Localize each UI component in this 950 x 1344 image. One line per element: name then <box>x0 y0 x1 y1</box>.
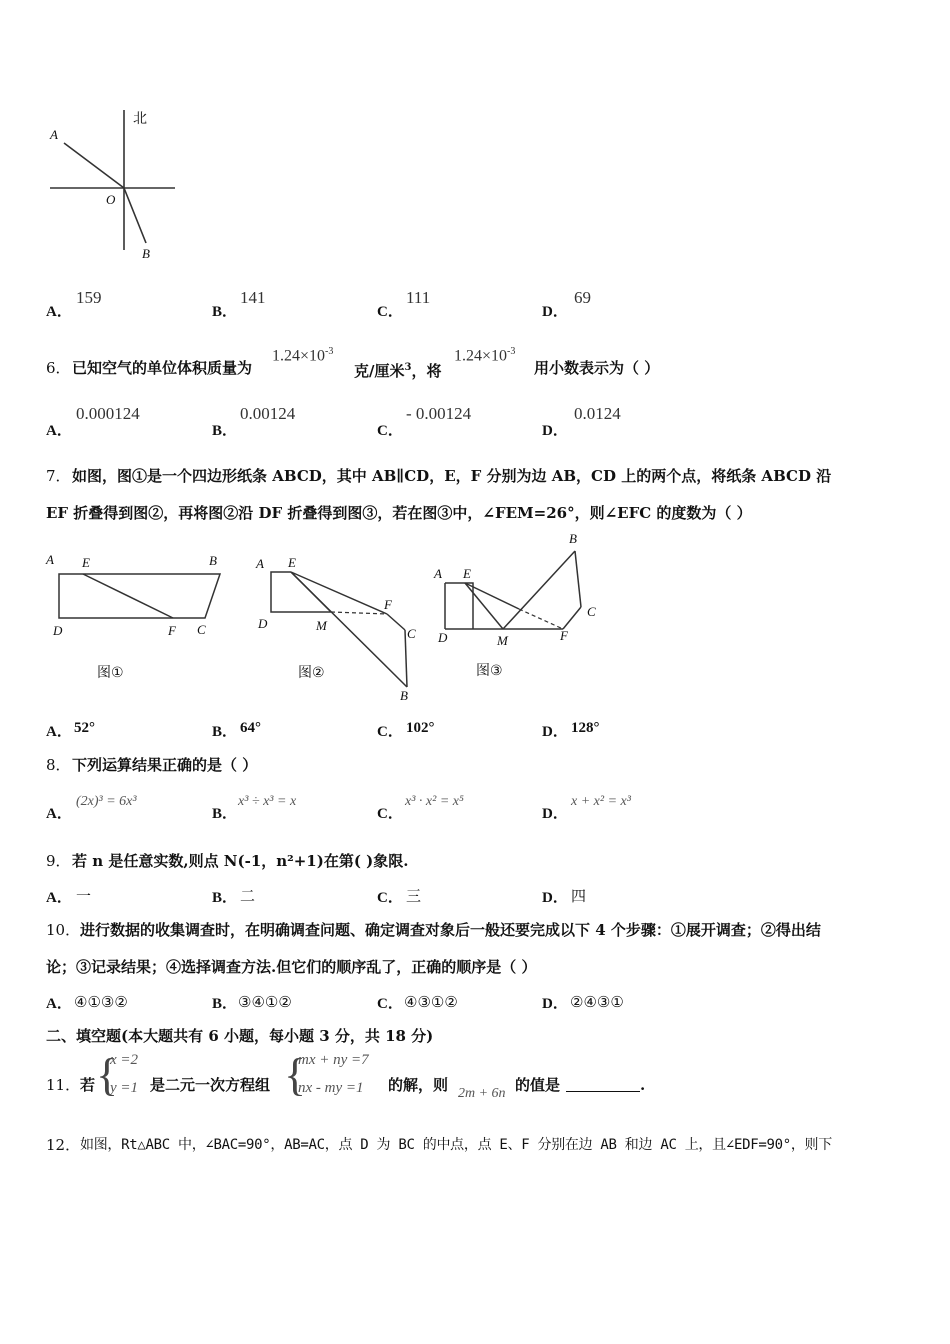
figure-caption: 图③ <box>476 663 503 679</box>
option-value: 111 <box>406 288 431 307</box>
option-value: 一 <box>76 887 92 905</box>
option-letter: C． <box>377 304 403 320</box>
label-e: E <box>82 555 90 570</box>
question-text: EF 折叠得到图②，再将图②沿 DF 折叠得到图③，若在图③中，∠FEM=26°，则∠EFC 的度数为（ ） <box>46 504 752 522</box>
label-f: F <box>168 623 176 638</box>
option-letter: B． <box>212 996 238 1012</box>
north-label: 北 <box>133 111 147 127</box>
label-b: B <box>209 553 217 568</box>
label-a: A <box>46 552 54 567</box>
question-number: 6． <box>46 359 71 377</box>
option-value: - 0.00124 <box>406 404 472 423</box>
option-letter: B． <box>212 304 238 320</box>
option-letter: D． <box>542 304 568 320</box>
option-letter: D． <box>542 996 568 1012</box>
label-f: F <box>384 597 392 612</box>
option-letter: C． <box>377 890 403 906</box>
option-value: 三 <box>406 887 422 905</box>
option-value: ④③①② <box>404 993 458 1011</box>
fold-figure-1 <box>45 560 225 660</box>
question-number: 10． <box>46 921 81 939</box>
option-value: 128° <box>571 720 600 736</box>
option-value: 69 <box>574 288 591 307</box>
label-d: D <box>53 623 63 638</box>
option-letter: A． <box>46 996 72 1012</box>
option-value: 52° <box>74 720 95 736</box>
label-e: E <box>288 555 296 570</box>
option-value: 102° <box>406 720 435 736</box>
option-letter: C． <box>377 806 403 822</box>
label-d: D <box>438 630 448 645</box>
question-text: 如图，Rt△ABC 中，∠BAC=90°，AB=AC，点 D 为 BC 的中点，点 E、F 分别在边 AB 和边 AC 上，且∠EDF=90°，则下 <box>80 1137 832 1153</box>
label-c: C <box>587 604 596 619</box>
option-value: 0.00124 <box>240 404 296 423</box>
answer-blank[interactable] <box>566 1075 640 1092</box>
math-expression: 2m + 6n <box>458 1086 506 1101</box>
option-letter: D． <box>542 890 568 906</box>
option-value: ③④①② <box>238 993 292 1011</box>
option-letter: B． <box>212 724 238 740</box>
question-text: 克/厘米$^3$，将 <box>354 362 442 380</box>
point-a-label: A <box>50 127 58 142</box>
option-letter: A． <box>46 806 72 822</box>
question-number: 11． <box>46 1076 81 1094</box>
brace-icon: { <box>284 1049 307 1100</box>
equation-line: mx + ny =7 <box>298 1052 369 1068</box>
option-value: 0.0124 <box>574 404 621 423</box>
option-value: 64° <box>240 720 261 736</box>
option-value: 0.000124 <box>76 404 140 423</box>
option-value: ④①③② <box>74 993 128 1011</box>
question-text: 若 n 是任意实数,则点 N(-1，n²+1)在第( )象限. <box>72 852 409 870</box>
label-a: A <box>434 566 442 581</box>
question-number: 12． <box>46 1136 81 1154</box>
label-d: D <box>258 616 268 631</box>
option-letter: B． <box>212 423 238 439</box>
label-b: B <box>569 531 577 546</box>
question-text: . <box>640 1076 646 1094</box>
figure-caption: 图① <box>97 665 124 681</box>
label-e: E <box>463 566 471 581</box>
question-number: 7． <box>46 467 71 485</box>
math-expression: $1.24\times 10^{-3}$ <box>272 346 334 365</box>
option-value: x³ ÷ x³ = x <box>238 794 297 809</box>
option-letter: A． <box>46 724 72 740</box>
question-text: 论；③记录结果；④选择调查方法.但它们的顺序乱了，正确的顺序是（ ） <box>46 958 537 976</box>
question-text: 下列运算结果正确的是（ ） <box>72 756 258 774</box>
math-expression: $1.24\times 10^{-3}$ <box>454 346 516 365</box>
option-value: x + x² = x³ <box>571 794 631 809</box>
option-letter: C． <box>377 724 403 740</box>
option-letter: D． <box>542 806 568 822</box>
label-c: C <box>197 622 206 637</box>
point-b-label: B <box>142 246 150 261</box>
option-value: 159 <box>76 288 102 307</box>
option-letter: B． <box>212 890 238 906</box>
section-title: 二、填空题(本大题共有 6 小题，每小题 3 分，共 18 分) <box>46 1027 434 1045</box>
option-letter: D． <box>542 423 568 439</box>
label-f: F <box>560 628 568 643</box>
option-letter: A． <box>46 423 72 439</box>
option-letter: D． <box>542 724 568 740</box>
option-letter: B． <box>212 806 238 822</box>
question-text: 进行数据的收集调查时，在明确调查问题、确定调查对象后一般还要完成以下 4 个步骤：①展开调查；②得出结 <box>80 921 821 939</box>
question-text: 用小数表示为（ ） <box>534 359 660 377</box>
option-letter: C． <box>377 423 403 439</box>
option-value: x³ · x² = x⁵ <box>405 794 464 809</box>
option-value: 二 <box>240 887 256 905</box>
option-value: 四 <box>571 887 587 905</box>
brace-icon: { <box>96 1049 119 1100</box>
question-text: 如图，图①是一个四边形纸条 ABCD，其中 AB∥CD，E，F 分别为边 AB，CD 上的两个点，将纸条 ABCD 沿 <box>72 467 832 485</box>
question-text: 若 <box>80 1076 96 1094</box>
question-text: 是二元一次方程组 <box>150 1076 271 1094</box>
point-o-label: O <box>106 192 116 207</box>
question-text: 的解，则 <box>388 1076 449 1094</box>
question-number: 8． <box>46 756 71 774</box>
label-m: M <box>316 618 327 633</box>
option-value: 141 <box>240 288 266 307</box>
label-b: B <box>400 688 408 703</box>
option-value: ②④③① <box>570 993 624 1011</box>
equation-line: nx - my =1 <box>298 1080 364 1096</box>
label-a: A <box>256 556 264 571</box>
label-m: M <box>497 633 508 648</box>
question-number: 9． <box>46 852 71 870</box>
option-letter: A． <box>46 890 72 906</box>
figure-caption: 图② <box>298 665 325 681</box>
option-letter: A． <box>46 304 72 320</box>
fold-figure-3 <box>435 535 605 655</box>
equation-line: x =2 <box>110 1052 139 1068</box>
equation-line: y =1 <box>110 1080 139 1096</box>
option-value: (2x)³ = 6x³ <box>76 794 137 809</box>
question-text: 已知空气的单位体积质量为 <box>72 359 253 377</box>
label-c: C <box>407 626 416 641</box>
compass-diagram <box>40 105 180 265</box>
option-letter: C． <box>377 996 403 1012</box>
question-text: 的值是 <box>515 1076 561 1094</box>
